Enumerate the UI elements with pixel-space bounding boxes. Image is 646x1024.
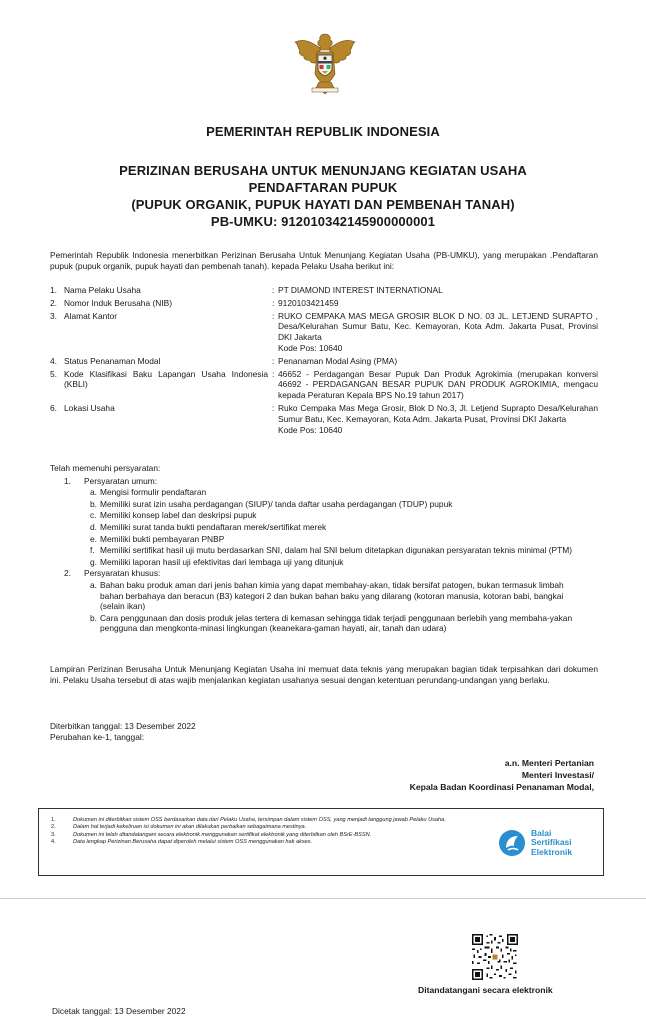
field-value bbox=[278, 356, 598, 367]
item-text: Memiliki surat izin usaha perdagangan (SIUP)/ tanda daftar usaha perdagangan (TDUP) pupuk bbox=[100, 498, 453, 509]
field-row bbox=[50, 369, 598, 401]
footer-notes bbox=[51, 817, 491, 847]
requirement-item bbox=[84, 545, 598, 556]
requirement-group bbox=[50, 476, 598, 569]
group-title: Persyaratan khusus: bbox=[84, 568, 161, 579]
field-value-line: Kode Pos: 10640 bbox=[278, 342, 343, 353]
title-line-2: PENDAFTARAN PUPUK bbox=[248, 180, 398, 195]
item-letter: e. bbox=[90, 533, 97, 544]
title-line-4: PB-UMKU: 912010342145900000001 bbox=[210, 214, 436, 229]
title-line-3: (PUPUK ORGANIK, PUPUK HAYATI DAN PEMBENAH TANAH) bbox=[131, 197, 515, 212]
bsre-line: Sertifikasi bbox=[531, 837, 572, 848]
field-value bbox=[278, 298, 598, 309]
closing-paragraph: Lampiran Perizinan Berusaha Untuk Menunjang Kegiatan Usaha ini memuat data teknis yang merupakan bagian tidak terpisahkan dari dokumen ini. Pelaku Usaha tersebut di atas wajib menjalankan kegiatan usahanya sesuai dengan ketentuan perundang-undangan yang berlaku. bbox=[50, 664, 598, 685]
field-label: Kode Klasifikasi Baku Lapangan Usaha Indonesia (KBLI) bbox=[64, 368, 268, 390]
field-label: Alamat Kantor bbox=[64, 310, 118, 321]
note-number: 4. bbox=[51, 839, 56, 846]
qr-code-icon bbox=[472, 934, 518, 980]
item-letter: g. bbox=[90, 556, 97, 567]
field-value-line: Ruko Cempaka Mas Mega Grosir, Blok D No.3, Jl. Letjend Suprapto Desa/Kelurahan Sumur Batu, Kec. Kemayoran, Kota Adm. Jakarta Pusat, Provinsi DKI Jakarta bbox=[278, 402, 598, 424]
note-text: Dalam hal terjadi kekeliruan isi dokumen ini akan dilakukan perbaikan sebagaimana mestinya. bbox=[73, 824, 307, 831]
issue-date: Diterbitkan tanggal: 13 Desember 2022 bbox=[50, 721, 196, 731]
field-colon: : bbox=[272, 355, 275, 366]
printed-date: Dicetak tanggal: 13 Desember 2022 bbox=[52, 1006, 186, 1016]
footer-note bbox=[51, 824, 491, 831]
field-value-line: 9120103421459 bbox=[278, 297, 339, 308]
business-details bbox=[50, 285, 598, 437]
group-number: 2. bbox=[64, 568, 71, 579]
intro-paragraph: Pemerintah Republik Indonesia menerbitkan Perizinan Berusaha Untuk Menunjang Kegiatan Usaha (PB-UMKU), yang merupakan .Pendaftaran pupuk (pupuk organik, pupuk hayati dan pembenah tanah). kepada Pelaku Usaha berikut ini: bbox=[50, 250, 598, 271]
signed-electronically-label: Ditandatangani secara elektronik bbox=[418, 985, 553, 995]
requirement-item bbox=[84, 499, 598, 510]
note-text: Dokumen ini diterbitkan sistem OSS berdasarkan data dari Pelaku Usaha, tersimpan dalam sistem OSS, yang menjadi tanggung jawab Pelaku Usaha. bbox=[73, 817, 446, 823]
field-number: 4. bbox=[50, 355, 57, 366]
signatory-line-1: a.n. Menteri Pertanian bbox=[504, 758, 594, 768]
field-colon: : bbox=[272, 285, 275, 295]
requirement-item bbox=[84, 487, 598, 498]
field-number: 2. bbox=[50, 297, 57, 308]
item-text: Bahan baku produk aman dari jenis bahan kimia yang dapat membahay-akan, tidak bersifat patogen, bukan termasuk limbah bahan berbahaya dan beracun (B3) kategori 2 dan bukan bahan baku yang dilarang (kotoran manusia, kotoran babi, bangkai (selain ikan) bbox=[100, 579, 564, 612]
field-row bbox=[50, 311, 598, 354]
field-label: Lokasi Usaha bbox=[64, 402, 115, 413]
bsre-line: Elektronik bbox=[531, 846, 573, 857]
requirements-section bbox=[50, 463, 598, 635]
footer-notes-box bbox=[38, 808, 604, 876]
field-value-line: 46652 - Perdagangan Besar Pupuk Dan Produk Agrokimia (merupakan konversi 46692 - PERDAGANGAN BESAR PUPUK DAN PRODUK AGROKIMIA, mengacu kepada Peraturan Kepala BPS No.19 tahun 2017) bbox=[278, 368, 598, 401]
footer-note bbox=[51, 839, 491, 846]
item-letter: f. bbox=[90, 545, 95, 556]
field-value-line: Kode Pos: 10640 bbox=[278, 424, 343, 435]
note-text: Data lengkap Perizinan Berusaha dapat diperoleh melalui sistem OSS menggunakan hak akses. bbox=[73, 839, 313, 846]
requirement-item bbox=[84, 557, 598, 568]
item-text: Mengisi formulir pendaftaran bbox=[100, 487, 207, 498]
item-text: Cara penggunaan dan dosis produk jelas tertera di kemasan sehingga tidak terjadi penggunaan berlebih yang membaha-yakan pengguna dan mengkonta-minasi lingkungan (keanekara-gaman hayati, air, tanah dan udara) bbox=[100, 612, 573, 634]
item-text: Memiliki konsep label dan deskripsi pupuk bbox=[100, 510, 257, 521]
revision-date: Perubahan ke-1, tanggal: bbox=[50, 732, 145, 742]
item-text: Memiliki laporan hasil uji efektivitas dari lembaga uji yang ditunjuk bbox=[100, 556, 344, 567]
signatory-line-3: Kepala Badan Koordinasi Penanaman Modal, bbox=[409, 782, 594, 792]
field-row bbox=[50, 298, 598, 309]
field-row bbox=[50, 285, 598, 296]
page-divider bbox=[0, 898, 646, 899]
requirement-item bbox=[84, 534, 598, 545]
field-value bbox=[278, 403, 598, 435]
requirement-group bbox=[50, 568, 598, 635]
note-number: 1. bbox=[51, 817, 56, 823]
footer-note bbox=[51, 832, 491, 839]
group-title: Persyaratan umum: bbox=[84, 475, 158, 486]
requirement-item bbox=[84, 510, 598, 521]
field-value bbox=[278, 311, 598, 354]
field-value bbox=[278, 285, 598, 296]
item-letter: a. bbox=[90, 579, 97, 590]
field-colon: : bbox=[272, 368, 275, 379]
field-number: 1. bbox=[50, 285, 57, 295]
field-label: Nama Pelaku Usaha bbox=[64, 285, 141, 295]
field-label: Nomor Induk Berusaha (NIB) bbox=[64, 297, 172, 308]
field-value-line: PT DIAMOND INTEREST INTERNATIONAL bbox=[278, 285, 443, 295]
bsre-logo bbox=[497, 819, 597, 867]
signatory-line-2: Menteri Investasi/ bbox=[521, 770, 594, 780]
note-number: 2. bbox=[51, 824, 56, 831]
field-number: 3. bbox=[50, 310, 57, 321]
item-text: Memiliki sertifikat hasil uji mutu berdasarkan SNI, dalam hal SNI belum ditetapkan digunakan persyaratan teknis minimal (PTM) bbox=[100, 545, 572, 556]
title-line-1: PERIZINAN BERUSAHA UNTUK MENUNJANG KEGIATAN USAHA bbox=[119, 163, 527, 178]
requirement-item bbox=[84, 613, 598, 634]
item-text: Memiliki surat tanda bukti pendaftaran merek/sertifikat merek bbox=[100, 521, 327, 532]
field-colon: : bbox=[272, 402, 275, 413]
field-colon: : bbox=[272, 310, 275, 321]
field-label: Status Penanaman Modal bbox=[64, 355, 161, 366]
field-number: 5. bbox=[50, 368, 57, 379]
requirements-heading: Telah memenuhi persyaratan: bbox=[50, 463, 161, 473]
field-number: 6. bbox=[50, 402, 57, 413]
government-title: PEMERINTAH REPUBLIK INDONESIA bbox=[206, 124, 440, 139]
field-colon: : bbox=[272, 297, 275, 308]
field-value-line: Penanaman Modal Asing (PMA) bbox=[278, 355, 398, 366]
bsre-name bbox=[531, 829, 572, 858]
note-number: 3. bbox=[51, 831, 56, 838]
garuda-emblem-icon bbox=[290, 28, 360, 98]
item-letter: c. bbox=[90, 510, 97, 521]
field-value-line: RUKO CEMPAKA MAS MEGA GROSIR BLOK D NO. 03 JL. LETJEND SURAPTO , Desa/Kelurahan Sumur Batu, Kec. Kemayoran, Kota Adm. Jakarta Pusat, Provinsi DKI Jakarta bbox=[278, 310, 598, 343]
item-letter: b. bbox=[90, 498, 97, 509]
issue-info bbox=[50, 721, 196, 743]
item-text: Memiliki bukti pembayaran PNBP bbox=[100, 533, 225, 544]
requirement-item bbox=[84, 522, 598, 533]
field-row bbox=[50, 403, 598, 435]
footer-note bbox=[51, 817, 491, 824]
note-text: Dokumen ini telah ditandatangani secara elektronik menggunakan sertifikat elektronik yang diterbitkan oleh BSrE-BSSN. bbox=[73, 831, 372, 838]
item-letter: b. bbox=[90, 612, 97, 623]
document-title bbox=[0, 162, 646, 230]
bsre-seal-icon bbox=[497, 828, 527, 858]
item-letter: a. bbox=[90, 487, 97, 498]
field-row bbox=[50, 356, 598, 367]
field-value bbox=[278, 369, 598, 401]
item-letter: d. bbox=[90, 521, 97, 532]
signatory-block bbox=[410, 757, 594, 793]
group-number: 1. bbox=[64, 475, 71, 486]
requirement-item bbox=[84, 580, 598, 612]
bsre-line: Balai bbox=[531, 827, 552, 838]
